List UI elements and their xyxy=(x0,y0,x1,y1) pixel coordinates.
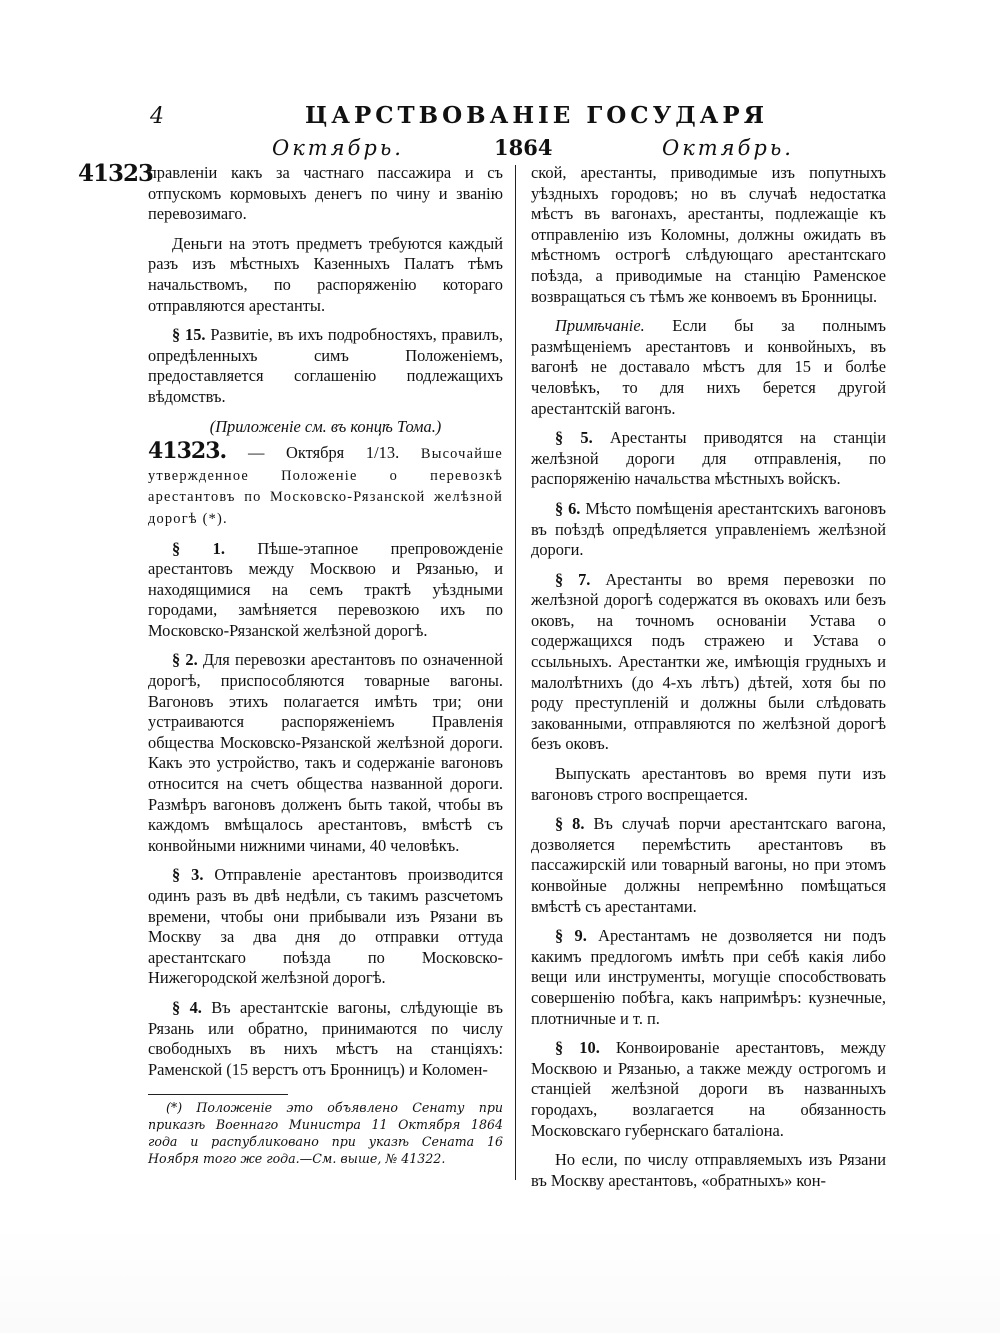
section-9 xyxy=(531,926,886,1029)
section-number: § 10. xyxy=(555,1038,600,1058)
paragraph: Выпускать арестантовъ во время пути изъ вагоновъ строго воспрещается. xyxy=(531,764,886,804)
header-year: 1864 xyxy=(494,135,553,160)
section-text: Арестанты приводятся на станціи желѣзной дороги для отправленія, по распоряженію начальства мѣстныхъ войскъ. xyxy=(531,428,887,489)
law-date: — Октября 1/13. xyxy=(247,443,400,463)
law-number: 41323. xyxy=(148,438,227,465)
section-number: § 15. xyxy=(172,325,206,345)
section-5 xyxy=(531,428,886,490)
law-heading xyxy=(148,438,503,529)
section-number: § 4. xyxy=(172,997,202,1017)
section-8 xyxy=(531,814,886,917)
section-text: Конвоированіе арестантовъ, между Москвою и Рязанью, а также между острогомъ и станціей желѣзной дороги въ названныхъ городахъ, возлагается на обязанность Московскаго губернскаго баталіона. xyxy=(531,1038,886,1140)
paragraph: ской, арестанты, приводимые изъ попутныхъ уѣздныхъ городовъ; но въ случаѣ недостатка мѣстъ въ вагонахъ, арестанты, подлежащіе къ отправленію изъ Коломны, должны ожидать въ мѣстномъ острогѣ слѣдующаго арестантскаго поѣзда, а приводимые на станцію Раменское возвращаться съ тѣмъ же конвоемъ въ Бронницы. xyxy=(531,163,886,306)
appendix-note: (Приложеніе см. въ концѣ Тома.) xyxy=(209,416,442,436)
section-number: § 3. xyxy=(172,865,204,885)
left-column xyxy=(148,163,503,1089)
section-number: § 5. xyxy=(555,428,593,448)
right-column xyxy=(531,163,886,1200)
column-divider xyxy=(515,165,516,1180)
note-heading: Примѣчаніе. xyxy=(555,316,645,336)
section-number: § 6. xyxy=(555,498,581,518)
page-number: 4 xyxy=(150,104,164,129)
paragraph: правленіи какъ за частнаго пассажира и съ отпускомъ кормовыхъ денегъ по чину и званію перевозимаго. xyxy=(148,163,503,224)
section-text: Въ арестантскіе вагоны, слѣдующіе въ Рязань или обратно, принимаются по числу свободныхъ въ нихъ мѣстъ на станціяхъ: Раменской (15 верстъ отъ Бронницъ) и Коломен- xyxy=(148,997,503,1079)
running-title: ЦАРСТВОВАНІЕ ГОСУДАРЯ xyxy=(305,102,768,129)
section-text: Арестантамъ не дозволяется ни подъ какимъ предлогомъ имѣть при себѣ какія либо вещи или инструменты, могущіе способствовать совершенію побѣга, какъ напримѣръ: кузнечные, плотничные и т. п. xyxy=(531,926,886,1028)
page-margin-bottom xyxy=(0,1225,1000,1333)
section-text: Для перевозки арестантовъ по означенной дорогѣ, приспособляются товарные вагоны. Вагоновъ этихъ полагается имѣть три; они устраиваются распоряженіемъ Правленія общества Московско-Рязанской желѣзной дороги. Какъ это устройство, такъ и содержаніе вагоновъ относится на счетъ общества названной дороги. Размѣръ вагоновъ долженъ быть такой, чтобы въ каждомъ вмѣщалось арестантовъ, вмѣстѣ съ конвойными нижними чинами, 40 человѣкъ. xyxy=(148,650,503,855)
section-6 xyxy=(531,499,886,561)
section-number: § 2. xyxy=(172,650,198,670)
section-text: Отправленіе арестантовъ производится одинъ разъ въ двѣ недѣли, съ такимъ разсчетомъ времени, чтобы они прибывали изъ Рязани въ Москву за два дня до отправки оттуда арестантскаго поѣзда по Московско-Нижегородской желѣзной дорогѣ. xyxy=(148,865,503,988)
section-3 xyxy=(148,865,503,989)
section-number: § 7. xyxy=(555,569,591,589)
section-15 xyxy=(148,325,503,407)
section-1 xyxy=(148,539,503,642)
section-number: § 9. xyxy=(555,926,587,946)
law-title: Высочайше утвержденное Положеніе о перевозкѣ арестантовъ по Московско-Рязанской желѣзной дорогѣ (*). xyxy=(148,446,503,527)
section-10 xyxy=(531,1038,886,1141)
footnote: (*) Положеніе это объявлено Сенату при приказѣ Военнаго Министра 11 Октября 1864 года и распубликовано при указѣ Сената 16 Ноября того же года.—См. выше, № 41322. xyxy=(148,1100,503,1166)
note xyxy=(531,316,886,419)
header-month-right: Октябрь. xyxy=(662,136,794,160)
footnote-rule xyxy=(148,1094,288,1095)
section-7 xyxy=(531,570,886,755)
section-number: § 8. xyxy=(555,814,585,834)
section-number: § 1. xyxy=(172,538,225,558)
section-text: Пѣше-этапное препровожденіе арестантовъ между Москвою и Рязанью, и находящимися на семъ трактѣ уѣздными городами, замѣняется перевозкою ихъ по Московско-Рязанской желѣзной дорогѣ. xyxy=(148,538,503,640)
header-month-left: Октябрь. xyxy=(272,136,404,160)
section-text: Въ случаѣ порчи арестантскаго вагона, дозволяется перемѣстить арестантовъ въ пассажирскій или товарный вагоны, но при этомъ конвойные должны непремѣнно помѣщаться вмѣстѣ съ арестантами. xyxy=(531,814,887,916)
margin-law-number: 41323 xyxy=(78,160,154,187)
section-2 xyxy=(148,650,503,856)
note-text: Если бы за полнымъ размѣщеніемъ арестантовъ и конвойныхъ, въ вагонѣ не доставало мѣстъ для 15 и болѣе человѣкъ, то для нихъ берется другой арестантскій вагонъ. xyxy=(531,316,886,418)
section-text: Развитіе, въ ихъ подробностяхъ, правилъ, опредѣленныхъ симъ Положеніемъ, предоставляется соглашенію подлежащихъ вѣдомствъ. xyxy=(148,325,503,406)
paragraph: Но если, по числу отправляемыхъ изъ Рязани въ Москву арестантовъ, «обратныхъ» кон- xyxy=(531,1150,886,1190)
paragraph: Деньги на этотъ предметъ требуются каждый разъ изъ мѣстныхъ Казенныхъ Палатъ тѣмъ начальствомъ, по распоряженію котораго отправляются арестанты. xyxy=(148,233,503,315)
section-text: Арестанты во время перевозки по желѣзной дорогѣ содержатся въ оковахъ или безъ оковъ, на точномъ основаніи Устава о содержащихся подъ стражею и Устава о ссыльныхъ. Арестантки же, имѣющія грудныхъ и малолѣтнихъ (до 4-хъ лѣтъ) дѣтей, хотя бы по роду преступленій и должны были слѣдовать закованными, отправляются по желѣзной дорогѣ безъ оковъ. xyxy=(531,569,886,754)
section-4 xyxy=(148,998,503,1080)
section-text: Мѣсто помѣщенія арестантскихъ вагоновъ въ поѣздѣ опредѣляется управленіемъ желѣзной дороги. xyxy=(531,498,886,560)
